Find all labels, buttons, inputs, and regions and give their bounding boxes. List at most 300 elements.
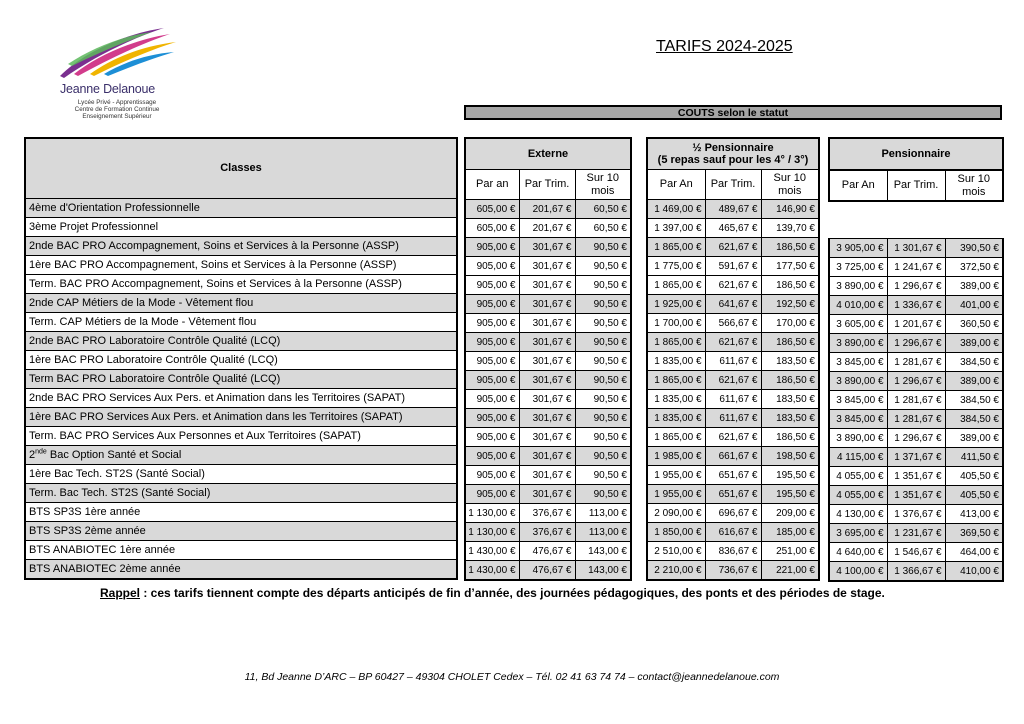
pens-trim-value: 1 241,67 € [887, 258, 945, 277]
externe-year-value: 605,00 € [465, 200, 519, 219]
demi-10mois-value: 195,50 € [761, 466, 819, 485]
externe-10mois-value: 60,50 € [575, 200, 631, 219]
externe-trim-value: 301,67 € [519, 295, 575, 314]
table-row [25, 256, 457, 275]
externe-trim-value: 301,67 € [519, 276, 575, 295]
externe-year-value: 1 430,00 € [465, 542, 519, 561]
demi-header [647, 138, 819, 170]
table-row [829, 467, 1003, 486]
table-row [25, 446, 457, 465]
externe-10mois-value: 90,50 € [575, 409, 631, 428]
externe-10mois-value: 90,50 € [575, 371, 631, 390]
pens-trim-value: 1 351,67 € [887, 486, 945, 505]
pensionnaire-table [828, 137, 1004, 582]
table-row [25, 408, 457, 427]
externe-col-trim: Par Trim. [519, 170, 575, 200]
pens-trim-value: 1 201,67 € [887, 315, 945, 334]
table-row [25, 427, 457, 446]
externe-trim-value: 301,67 € [519, 371, 575, 390]
table-row [647, 485, 819, 504]
table-row [465, 485, 631, 504]
externe-year-value: 905,00 € [465, 390, 519, 409]
logo-line: Enseignement Supérieur [82, 113, 152, 120]
demi-trim-value: 641,67 € [705, 295, 761, 314]
table-row [829, 296, 1003, 315]
table-row [25, 370, 457, 389]
pens-10mois-value: 360,50 € [945, 315, 1003, 334]
externe-trim-value: 301,67 € [519, 390, 575, 409]
externe-col-10mois: Sur 10 mois [575, 170, 631, 200]
externe-year-value: 905,00 € [465, 409, 519, 428]
table-row [465, 276, 631, 295]
externe-trim-value: 201,67 € [519, 200, 575, 219]
class-name-part: Bac Option Santé et Social [46, 448, 182, 461]
class-name: BTS ANABIOTEC 1ère année [25, 541, 457, 560]
pens-10mois-value: 384,50 € [945, 410, 1003, 429]
demi-trim-value: 661,67 € [705, 447, 761, 466]
externe-10mois-value: 90,50 € [575, 333, 631, 352]
pens-year-value: 3 845,00 € [829, 410, 887, 429]
demi-trim-value: 465,67 € [705, 219, 761, 238]
demi-year-value: 1 835,00 € [647, 352, 705, 371]
demi-10mois-value: 139,70 € [761, 219, 819, 238]
externe-header: Externe [465, 138, 631, 170]
externe-col-year: Par an [465, 170, 519, 200]
pens-year-value: 3 695,00 € [829, 524, 887, 543]
class-name: 2nde CAP Métiers de la Mode - Vêtement flou [25, 294, 457, 313]
table-row [25, 465, 457, 484]
externe-trim-value: 376,67 € [519, 504, 575, 523]
externe-10mois-value: 90,50 € [575, 257, 631, 276]
pens-trim-value: 1 281,67 € [887, 391, 945, 410]
demi-year-value: 1 865,00 € [647, 371, 705, 390]
pens-year-value: 3 890,00 € [829, 277, 887, 296]
demi-year-value: 1 955,00 € [647, 466, 705, 485]
demi-year-value: 1 985,00 € [647, 447, 705, 466]
pens-col-year: Par An [829, 170, 887, 201]
table-row [829, 543, 1003, 562]
externe-trim-value: 376,67 € [519, 523, 575, 542]
externe-year-value: 1 130,00 € [465, 523, 519, 542]
externe-year-value: 905,00 € [465, 485, 519, 504]
externe-trim-value: 201,67 € [519, 219, 575, 238]
externe-trim-value: 301,67 € [519, 447, 575, 466]
table-row [465, 295, 631, 314]
externe-year-value: 905,00 € [465, 276, 519, 295]
school-logo [52, 24, 182, 124]
externe-trim-value: 301,67 € [519, 428, 575, 447]
demi-col-year: Par An [647, 170, 705, 200]
table-row [829, 239, 1003, 258]
table-row [647, 523, 819, 542]
demi-trim-value: 611,67 € [705, 352, 761, 371]
demi-10mois-value: 170,00 € [761, 314, 819, 333]
table-row [465, 390, 631, 409]
class-name: 2nde BAC PRO Services Aux Pers. et Animation dans les Territoires (SAPAT) [25, 389, 457, 408]
demi-col-10mois: Sur 10 mois [761, 170, 819, 200]
demi-10mois-value: 192,50 € [761, 295, 819, 314]
table-row [829, 391, 1003, 410]
pens-year-value: 3 905,00 € [829, 239, 887, 258]
demi-10mois-value: 186,50 € [761, 371, 819, 390]
demi-trim-value: 621,67 € [705, 371, 761, 390]
demi-year-value: 2 210,00 € [647, 561, 705, 581]
pens-trim-value: 1 281,67 € [887, 353, 945, 372]
logo-line: Lycée Privé - Apprentissage [77, 99, 157, 106]
pens-10mois-value: 405,50 € [945, 486, 1003, 505]
table-row [829, 277, 1003, 296]
externe-10mois-value: 90,50 € [575, 295, 631, 314]
externe-10mois-value: 90,50 € [575, 276, 631, 295]
demi-trim-value: 591,67 € [705, 257, 761, 276]
pens-col-trim: Par Trim. [887, 170, 945, 201]
table-row [647, 333, 819, 352]
pens-10mois-value: 411,50 € [945, 448, 1003, 467]
externe-trim-value: 476,67 € [519, 561, 575, 581]
table-row [465, 333, 631, 352]
table-row [647, 219, 819, 238]
pens-10mois-value: 405,50 € [945, 467, 1003, 486]
class-name: 2nde BAC PRO Laboratoire Contrôle Qualité (LCQ) [25, 332, 457, 351]
pens-10mois-value: 389,00 € [945, 372, 1003, 391]
pens-10mois-value: 384,50 € [945, 391, 1003, 410]
pens-trim-value: 1 296,67 € [887, 429, 945, 448]
table-row [25, 484, 457, 503]
demi-year-value: 1 775,00 € [647, 257, 705, 276]
pens-trim-value: 1 296,67 € [887, 334, 945, 353]
table-row [25, 503, 457, 522]
demi-trim-value: 836,67 € [705, 542, 761, 561]
table-row [829, 410, 1003, 429]
demi-10mois-value: 195,50 € [761, 485, 819, 504]
class-name: BTS SP3S 1ère année [25, 503, 457, 522]
demi-year-value: 1 397,00 € [647, 219, 705, 238]
demi-pensionnaire-table [646, 137, 820, 581]
class-name: 2nde BAC PRO Accompagnement, Soins et Services à la Personne (ASSP) [25, 237, 457, 256]
class-name: 4ème d'Orientation Professionnelle [25, 199, 457, 218]
table-row [465, 238, 631, 257]
table-row [465, 561, 631, 581]
table-row [647, 409, 819, 428]
externe-year-value: 905,00 € [465, 257, 519, 276]
demi-year-value: 1 925,00 € [647, 295, 705, 314]
demi-trim-value: 621,67 € [705, 428, 761, 447]
table-row [465, 447, 631, 466]
pens-year-value: 4 055,00 € [829, 467, 887, 486]
pens-year-value: 4 115,00 € [829, 448, 887, 467]
externe-year-value: 905,00 € [465, 314, 519, 333]
table-row [25, 332, 457, 351]
pens-10mois-value: 389,00 € [945, 334, 1003, 353]
pens-10mois-value: 413,00 € [945, 505, 1003, 524]
externe-10mois-value: 113,00 € [575, 504, 631, 523]
demi-trim-value: 611,67 € [705, 409, 761, 428]
table-row [465, 428, 631, 447]
class-name: Term. CAP Métiers de la Mode - Vêtement flou [25, 313, 457, 332]
table-row [647, 390, 819, 409]
demi-year-value: 1 835,00 € [647, 390, 705, 409]
table-row [465, 504, 631, 523]
demi-year-value: 1 835,00 € [647, 409, 705, 428]
demi-10mois-value: 183,50 € [761, 409, 819, 428]
pens-trim-value: 1 366,67 € [887, 562, 945, 582]
table-row [829, 334, 1003, 353]
externe-year-value: 905,00 € [465, 466, 519, 485]
pens-year-value: 4 055,00 € [829, 486, 887, 505]
pens-year-value: 3 890,00 € [829, 372, 887, 391]
table-row [25, 560, 457, 580]
demi-header-line1: ½ Pensionnaire [692, 142, 774, 154]
demi-year-value: 1 865,00 € [647, 276, 705, 295]
table-row [829, 353, 1003, 372]
demi-trim-value: 621,67 € [705, 333, 761, 352]
table-row [465, 371, 631, 390]
pens-trim-value: 1 546,67 € [887, 543, 945, 562]
table-row [465, 200, 631, 219]
demi-10mois-value: 186,50 € [761, 333, 819, 352]
demi-trim-value: 651,67 € [705, 466, 761, 485]
pens-trim-value: 1 336,67 € [887, 296, 945, 315]
demi-10mois-value: 198,50 € [761, 447, 819, 466]
pens-year-value: 4 100,00 € [829, 562, 887, 582]
rappel-text: : ces tarifs tiennent compte des départs anticipés de fin d’année, des journées pédagogiques, des ponts et des périodes de stage. [140, 586, 885, 600]
table-row [829, 315, 1003, 334]
table-row [465, 352, 631, 371]
externe-trim-value: 476,67 € [519, 542, 575, 561]
table-row [829, 486, 1003, 505]
table-row [25, 199, 457, 218]
externe-year-value: 905,00 € [465, 371, 519, 390]
demi-10mois-value: 183,50 € [761, 390, 819, 409]
table-row [647, 276, 819, 295]
class-name: Term. BAC PRO Accompagnement, Soins et Services à la Personne (ASSP) [25, 275, 457, 294]
table-row [647, 466, 819, 485]
logo-subtitle [52, 99, 182, 120]
externe-year-value: 1 130,00 € [465, 504, 519, 523]
pens-year-value: 3 845,00 € [829, 353, 887, 372]
externe-year-value: 905,00 € [465, 428, 519, 447]
table-row [25, 541, 457, 560]
table-row [465, 257, 631, 276]
externe-10mois-value: 90,50 € [575, 466, 631, 485]
table-row [829, 201, 1003, 220]
externe-10mois-value: 90,50 € [575, 352, 631, 371]
pens-10mois-value: 389,00 € [945, 277, 1003, 296]
table-row [647, 295, 819, 314]
pens-trim-value: 1 371,67 € [887, 448, 945, 467]
pens-year-value: 3 725,00 € [829, 258, 887, 277]
class-name: 1ère BAC PRO Laboratoire Contrôle Qualité (LCQ) [25, 351, 457, 370]
table-row [25, 351, 457, 370]
demi-year-value: 1 700,00 € [647, 314, 705, 333]
table-row [647, 200, 819, 219]
demi-col-trim: Par Trim. [705, 170, 761, 200]
table-row [465, 466, 631, 485]
class-name: Term BAC PRO Laboratoire Contrôle Qualité (LCQ) [25, 370, 457, 389]
pens-10mois-value: 410,00 € [945, 562, 1003, 582]
demi-year-value: 1 955,00 € [647, 485, 705, 504]
table-row [647, 371, 819, 390]
demi-10mois-value: 186,50 € [761, 276, 819, 295]
table-row [647, 447, 819, 466]
table-row [829, 524, 1003, 543]
pens-trim-value: 1 231,67 € [887, 524, 945, 543]
pens-empty-cell [887, 220, 945, 239]
table-row [829, 429, 1003, 448]
demi-trim-value: 696,67 € [705, 504, 761, 523]
table-row [465, 219, 631, 238]
demi-year-value: 1 865,00 € [647, 238, 705, 257]
demi-year-value: 2 090,00 € [647, 504, 705, 523]
externe-10mois-value: 90,50 € [575, 428, 631, 447]
pens-10mois-value: 390,50 € [945, 239, 1003, 258]
table-row [647, 561, 819, 581]
table-row [647, 542, 819, 561]
pens-trim-value: 1 281,67 € [887, 410, 945, 429]
class-name: 1ère BAC PRO Accompagnement, Soins et Services à la Personne (ASSP) [25, 256, 457, 275]
pens-year-value: 3 890,00 € [829, 334, 887, 353]
demi-year-value: 1 865,00 € [647, 333, 705, 352]
table-row [647, 314, 819, 333]
externe-10mois-value: 90,50 € [575, 238, 631, 257]
demi-trim-value: 616,67 € [705, 523, 761, 542]
externe-year-value: 605,00 € [465, 219, 519, 238]
externe-10mois-value: 113,00 € [575, 523, 631, 542]
table-row [647, 352, 819, 371]
pensionnaire-header: Pensionnaire [829, 138, 1003, 170]
pens-year-value: 4 130,00 € [829, 505, 887, 524]
class-name-sup: nde [35, 447, 47, 455]
rappel-note [100, 586, 885, 600]
table-row [647, 428, 819, 447]
demi-year-value: 1 865,00 € [647, 428, 705, 447]
pens-10mois-value: 464,00 € [945, 543, 1003, 562]
table-row [829, 562, 1003, 582]
pens-10mois-value: 372,50 € [945, 258, 1003, 277]
demi-10mois-value: 209,00 € [761, 504, 819, 523]
pens-10mois-value: 389,00 € [945, 429, 1003, 448]
logo-line: Centre de Formation Continue [74, 106, 160, 113]
table-row [647, 238, 819, 257]
externe-table [464, 137, 632, 581]
table-row [25, 389, 457, 408]
externe-trim-value: 301,67 € [519, 352, 575, 371]
externe-10mois-value: 143,00 € [575, 561, 631, 581]
table-row [465, 314, 631, 333]
demi-trim-value: 611,67 € [705, 390, 761, 409]
class-name: Term. Bac Tech. ST2S (Santé Social) [25, 484, 457, 503]
class-name [25, 446, 457, 465]
table-row [647, 257, 819, 276]
externe-year-value: 905,00 € [465, 295, 519, 314]
pens-empty-cell [829, 201, 887, 220]
pens-trim-value: 1 351,67 € [887, 467, 945, 486]
table-row [25, 218, 457, 237]
demi-10mois-value: 186,50 € [761, 238, 819, 257]
classes-header: Classes [25, 138, 457, 199]
pens-10mois-value: 384,50 € [945, 353, 1003, 372]
pens-col-10mois: Sur 10 mois [945, 170, 1003, 201]
table-row [465, 542, 631, 561]
table-row [25, 313, 457, 332]
externe-year-value: 1 430,00 € [465, 561, 519, 581]
demi-10mois-value: 185,00 € [761, 523, 819, 542]
class-name: 1ère Bac Tech. ST2S (Santé Social) [25, 465, 457, 484]
classes-table [24, 137, 458, 580]
pens-10mois-value: 401,00 € [945, 296, 1003, 315]
class-name-part: 2 [29, 448, 36, 461]
externe-trim-value: 301,67 € [519, 409, 575, 428]
couts-header: COUTS selon le statut [464, 105, 1002, 120]
pens-trim-value: 1 301,67 € [887, 239, 945, 258]
class-name: Term. BAC PRO Services Aux Personnes et Aux Territoires (SAPAT) [25, 427, 457, 446]
table-row [25, 275, 457, 294]
externe-trim-value: 301,67 € [519, 257, 575, 276]
pens-year-value: 3 605,00 € [829, 315, 887, 334]
externe-10mois-value: 90,50 € [575, 447, 631, 466]
demi-10mois-value: 146,90 € [761, 200, 819, 219]
table-row [829, 220, 1003, 239]
demi-10mois-value: 177,50 € [761, 257, 819, 276]
demi-10mois-value: 183,50 € [761, 352, 819, 371]
class-name: BTS ANABIOTEC 2ème année [25, 560, 457, 580]
footer-address: 11, Bd Jeanne D’ARC – BP 60427 – 49304 CHOLET Cedex – Tél. 02 41 63 74 74 – contact@jeannedelanoue.com [244, 671, 780, 683]
demi-10mois-value: 221,00 € [761, 561, 819, 581]
table-row [25, 294, 457, 313]
externe-trim-value: 301,67 € [519, 485, 575, 504]
rappel-label: Rappel [100, 586, 141, 600]
table-row [647, 504, 819, 523]
externe-trim-value: 301,67 € [519, 333, 575, 352]
pens-trim-value: 1 296,67 € [887, 372, 945, 391]
demi-year-value: 1 469,00 € [647, 200, 705, 219]
externe-year-value: 905,00 € [465, 333, 519, 352]
externe-10mois-value: 90,50 € [575, 390, 631, 409]
pens-trim-value: 1 376,67 € [887, 505, 945, 524]
pens-year-value: 4 010,00 € [829, 296, 887, 315]
pens-year-value: 4 640,00 € [829, 543, 887, 562]
externe-trim-value: 301,67 € [519, 314, 575, 333]
demi-10mois-value: 251,00 € [761, 542, 819, 561]
table-row [829, 448, 1003, 467]
table-row [25, 522, 457, 541]
externe-10mois-value: 90,50 € [575, 314, 631, 333]
demi-trim-value: 621,67 € [705, 238, 761, 257]
demi-trim-value: 621,67 € [705, 276, 761, 295]
externe-trim-value: 301,67 € [519, 238, 575, 257]
pens-empty-cell [945, 201, 1003, 220]
pens-trim-value: 1 296,67 € [887, 277, 945, 296]
externe-10mois-value: 60,50 € [575, 219, 631, 238]
externe-year-value: 905,00 € [465, 447, 519, 466]
pens-year-value: 3 890,00 € [829, 429, 887, 448]
pens-year-value: 3 845,00 € [829, 391, 887, 410]
logo-swoosh-icon [52, 24, 182, 84]
demi-year-value: 1 850,00 € [647, 523, 705, 542]
externe-10mois-value: 143,00 € [575, 542, 631, 561]
class-name: 1ère BAC PRO Services Aux Pers. et Animation dans les Territoires (SAPAT) [25, 408, 457, 427]
externe-trim-value: 301,67 € [519, 466, 575, 485]
pens-10mois-value: 369,50 € [945, 524, 1003, 543]
demi-10mois-value: 186,50 € [761, 428, 819, 447]
demi-trim-value: 651,67 € [705, 485, 761, 504]
demi-header-line2: (5 repas sauf pour les 4° / 3°) [657, 154, 809, 166]
externe-year-value: 905,00 € [465, 352, 519, 371]
table-row [829, 258, 1003, 277]
logo-name: Jeanne Delanoue [60, 82, 155, 96]
pens-empty-cell [945, 220, 1003, 239]
table-row [829, 505, 1003, 524]
